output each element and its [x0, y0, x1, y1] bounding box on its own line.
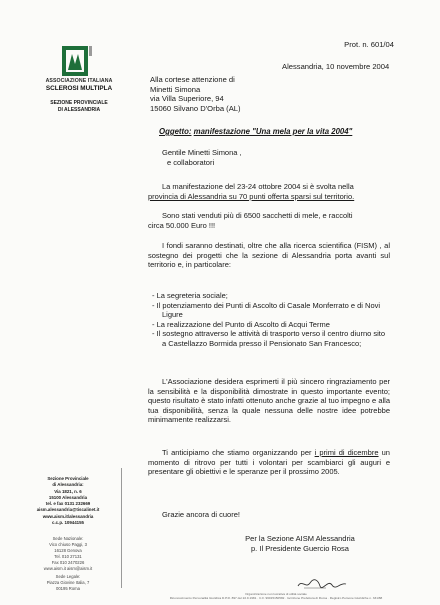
recipient-line4: 15060 Silvano D'Orba (AL): [150, 104, 241, 114]
protocol-number: Prot. n. 601/04: [344, 40, 394, 49]
paragraph-5-underlined: i primi di dicembre: [314, 448, 379, 457]
letter-date: Alessandria, 10 novembre 2004: [282, 62, 390, 71]
recipient-line1: Alla cortese attenzione di: [150, 75, 235, 84]
office-line: Sezione Provinciale: [47, 476, 89, 481]
footer-line1: Organizzazione non lucrativa di utilità sociale: [245, 592, 307, 596]
org-name-line2: SCLEROSI MULTIPLA: [45, 85, 113, 92]
paragraph-5-start: Ti anticipiamo che stiamo organizzando per: [162, 448, 312, 457]
divider: [121, 468, 122, 588]
subject-line: [159, 127, 352, 136]
national-office-info: [16, 536, 120, 572]
office-line: 15100 Alessandria: [48, 494, 88, 500]
recipient-address: [150, 75, 241, 114]
list-item: - Il sostegno attraverso le attività di trasporto verso il centro diurno sito a Castellazzo Bormida presso il Pensionato San Francesco;: [152, 329, 386, 348]
office-line: Tel. 010 27131: [54, 554, 82, 559]
paragraph-2-line1: Sono stati venduti più di 6500 sacchetti di mele, e raccolti: [162, 211, 353, 220]
greeting-line2: e collaboratori: [167, 157, 215, 167]
paragraph-2-line2: circa 50.000 Euro !!!: [148, 220, 216, 230]
office-line: di Alessandria:: [52, 482, 84, 488]
office-line: Piazza Giovine Italia, 7: [46, 580, 90, 585]
office-line: Fax 010 2470226: [51, 560, 85, 565]
office-line: www.aism.it/alessandria: [42, 513, 94, 519]
greeting: [162, 148, 404, 167]
office-line: aism.alessandria@tiscalinet.it: [36, 507, 100, 513]
closing: Grazie ancora di cuore!: [162, 510, 240, 519]
greeting-line1: Gentile Minetti Simona ,: [162, 148, 242, 157]
list-item-text: La realizzazione del Punto di Ascolto di Acqui Terme: [156, 319, 330, 329]
org-section-line1: SEZIONE PROVINCIALE: [50, 100, 108, 106]
subject-text: manifestazione "Una mela per la vita 2004": [193, 127, 353, 136]
recipient-line2: Minetti Simona: [150, 84, 201, 94]
paragraph-4: L'Associazione desidera esprimerti il più sincero ringraziamento per la sensibilità e la disponibilità dimostrate in questo importante evento; questo risultato è stato infatti ottenuto anche grazie al tuo impegno e alla tua disponibilità, senza la quale nessuna delle nostre idee potrebbe minimamente realizzarsi.: [148, 377, 390, 425]
paragraph-1-line1: La manifestazione del 23-24 ottobre 2004 si è svolta nella: [162, 182, 354, 191]
org-section-line2: DI ALESSANDRIA: [57, 106, 101, 113]
signature-line2: p. Il Presidente Guercio Rosa: [251, 543, 349, 553]
org-section: [40, 100, 118, 113]
list-item-text: Il potenziamento dei Punti di Ascolto di Casale Monferrato e di Novi Ligure: [156, 300, 381, 320]
signature-block: [150, 534, 440, 553]
office-line: Via 1821, n. 6: [54, 488, 82, 494]
office-line: Sede Nazionale:: [52, 536, 84, 541]
recipient-line3: via Villa Superiore, 94: [150, 94, 224, 104]
office-line: c.c.p. 10944155: [52, 520, 84, 526]
paragraph-5-end: un momento di ritrovo per tutti i volontari per scambiarci gli auguri e presentare gli obiettivi e le speranze per il prossimo 2005.: [148, 448, 390, 477]
signature-line1: Per la Sezione AISM Alessandria: [245, 534, 355, 543]
paragraph-2: [148, 211, 390, 230]
list-item-text: Il sostegno attraverso le attività di trasporto verso il centro diurno sito a Castellazzo Bormida presso il Pensionato San Francesco;: [156, 329, 386, 348]
office-line: Sede Legale:: [55, 574, 81, 579]
handwritten-signature-icon: [296, 577, 348, 591]
paragraph-5: [148, 448, 390, 477]
aism-logo-icon: [62, 46, 96, 76]
project-list: [148, 291, 390, 349]
office-line: www.aism.it aism@aism.it: [43, 566, 93, 571]
office-line: 00195 Roma: [56, 586, 80, 591]
provincial-office-info: [16, 476, 120, 526]
list-item: - La realizzazione del Punto di Ascolto di Acqui Terme: [152, 319, 330, 329]
list-item: - Il potenziamento dei Punti di Ascolto di Casale Monferrato e di Novi Ligure: [152, 300, 381, 320]
paragraph-1: [148, 182, 390, 201]
legal-footer: [126, 592, 426, 600]
list-item: - La segreteria sociale;: [152, 291, 228, 300]
paragraph-3: I fondi saranno destinati, oltre che alla ricerca scientifica (FISM) , al sostegno dei progetti che la sezione di Alessandria porta avanti sul territorio e, in particolare:: [148, 241, 390, 270]
office-line: Vico chiuso Paggi, 3: [49, 542, 87, 547]
org-name-line1: ASSOCIAZIONE ITALIANA: [45, 78, 113, 84]
list-item-text: La segreteria sociale;: [156, 291, 228, 300]
paragraph-1-line2: provincia di Alessandria su 70 punti offerta sparsi sul territorio.: [148, 191, 355, 201]
footer-line2: Riconoscimento Personalità Giuridica D.P.R. 897 del 22.9.1981 · C.F. 96015150582 · Iscrizione Prefettura di Roma · Registro Persone Giuridiche n. 331/88: [169, 596, 383, 600]
office-line: tel. e fax 0131 232669: [45, 501, 91, 507]
office-line: 16128 Genova: [54, 548, 82, 553]
subject-label: Oggetto:: [159, 127, 192, 136]
legal-office-info: [16, 574, 120, 592]
